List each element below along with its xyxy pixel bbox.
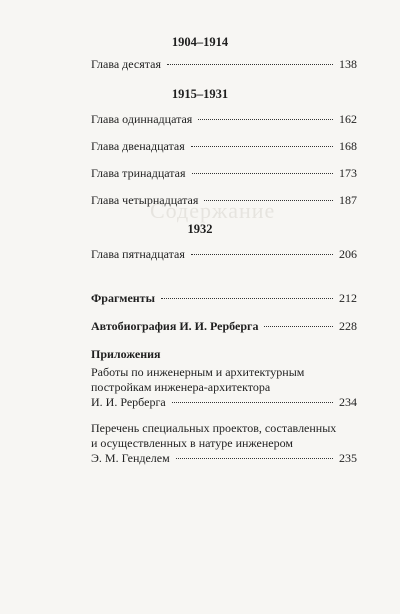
dot-leader bbox=[191, 254, 333, 255]
toc-entry-chapter-15[interactable] bbox=[91, 246, 357, 262]
entry-title: Автобиография И. И. Рерберга bbox=[91, 319, 259, 333]
entry-title: Э. М. Генделем bbox=[91, 451, 170, 465]
dot-leader bbox=[167, 64, 333, 65]
dot-leader bbox=[161, 298, 333, 299]
dot-leader bbox=[172, 402, 333, 403]
appendix-2-line-1: Перечень специальных проектов, составленных bbox=[91, 421, 337, 435]
entry-title: Глава тринадцатая bbox=[91, 166, 186, 180]
toc-entry-appendix-1[interactable] bbox=[91, 394, 357, 410]
toc-entry-chapter-13[interactable] bbox=[91, 165, 357, 181]
entry-title: Глава десятая bbox=[91, 57, 161, 71]
appendix-2-line-2: и осуществленных в натуре инженером bbox=[91, 436, 293, 450]
dot-leader bbox=[176, 458, 333, 459]
dot-leader bbox=[192, 173, 333, 174]
page-number: 138 bbox=[339, 57, 357, 71]
appendix-heading: Приложения bbox=[91, 347, 161, 361]
dot-leader bbox=[204, 200, 333, 201]
period-heading-1932: 1932 bbox=[187, 222, 213, 236]
page-number: 235 bbox=[339, 451, 357, 465]
page-number: 187 bbox=[339, 193, 357, 207]
appendix-1-line-1: Работы по инженерным и архитектурным bbox=[91, 365, 305, 379]
show-through-text: Содержание bbox=[150, 198, 276, 223]
appendix-1-line-2: постройкам инженера-архитектора bbox=[91, 380, 271, 394]
entry-title: Глава четырнадцатая bbox=[91, 193, 199, 207]
toc-entry-chapter-14[interactable] bbox=[91, 192, 357, 208]
page-number: 173 bbox=[339, 166, 357, 180]
dot-leader bbox=[264, 326, 333, 327]
page-number: 168 bbox=[339, 139, 357, 153]
toc-entry-fragments[interactable] bbox=[91, 290, 357, 306]
toc-entry-chapter-12[interactable] bbox=[91, 138, 357, 154]
period-heading-1904-1914: 1904–1914 bbox=[171, 35, 229, 49]
toc-entry-autobiography[interactable] bbox=[91, 318, 357, 334]
period-heading-1915-1931: 1915–1931 bbox=[171, 87, 229, 101]
page-number: 228 bbox=[339, 319, 357, 333]
toc-entry-chapter-11[interactable] bbox=[91, 111, 357, 127]
entry-title: И. И. Рерберга bbox=[91, 395, 166, 409]
entry-title: Фрагменты bbox=[91, 291, 155, 305]
entry-title: Глава пятнадцатая bbox=[91, 247, 185, 261]
page-number: 162 bbox=[339, 112, 357, 126]
page-number: 212 bbox=[339, 291, 357, 305]
entry-title: Глава двенадцатая bbox=[91, 139, 185, 153]
entry-title: Глава одиннадцатая bbox=[91, 112, 193, 126]
page-number: 234 bbox=[339, 395, 357, 409]
toc-entry-appendix-2[interactable] bbox=[91, 450, 357, 466]
dot-leader bbox=[198, 119, 333, 120]
toc-entry-chapter-10[interactable] bbox=[91, 56, 357, 72]
dot-leader bbox=[191, 146, 333, 147]
page-number: 206 bbox=[339, 247, 357, 261]
